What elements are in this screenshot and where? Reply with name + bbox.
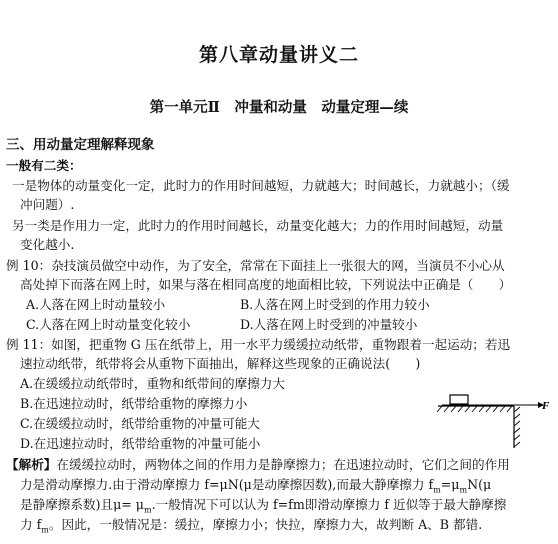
unit-subtitle: 第一单元Ⅱ 冲量和动量 动量定理—续 <box>149 99 409 116</box>
page-title: 第八章动量讲义二 <box>198 44 359 66</box>
analysis-text-4b: 。因此，一般情况是：缓拉，摩擦力小；快拉，摩擦力大，故判断 A、B 都错. <box>48 517 483 532</box>
analysis-text-2a: 力是滑动摩擦力.由于滑动摩擦力 f=μN(μ是动摩擦因数),而最大静摩擦力 f <box>20 477 434 492</box>
example-10-option-c: C.人落在网上时动量变化较小 <box>26 317 191 332</box>
analysis-tag: 【解析】 <box>6 457 57 472</box>
section-subheading: 一般有二类： <box>6 158 82 173</box>
analysis-text-3b: .一般情况下可以认为 f=fm即滑动摩擦力 f 近似等于最大静摩擦 <box>151 497 507 512</box>
analysis-sub-m-4: m <box>41 525 49 535</box>
force-label: F <box>542 400 550 412</box>
example-10-option-b: B.人落在网上时受到的作用力较小 <box>240 297 430 312</box>
example-10-option-a: A.人落在网上时动量较小 <box>26 297 166 312</box>
example-10-line-2: 高处掉下而落在网上时，如果与落在相同高度的地面相比较，下列说法中正确是（ ） <box>20 277 512 292</box>
example-11-option-a: A.在缓缓拉动纸带时，重物和纸带间的摩擦力大 <box>20 376 285 391</box>
paragraph-2-line-1: 另一类是作用力一定，此时力的作用时间越长，动量变化越大；力的作用时间越短，动量 <box>12 218 504 233</box>
table-hatching <box>437 406 512 412</box>
paper-strip-figure <box>434 388 552 450</box>
paragraph-1-line-1: 一是物体的动量变化一定，此时力的作用时间越短，力就越大；时间越长，力就越小；（缓 <box>12 178 510 193</box>
example-10-option-d: D.人落在网上时受到的冲量较小 <box>240 317 418 332</box>
table-edge-hatching <box>514 407 520 447</box>
analysis-text-2c: N(μ <box>467 477 492 492</box>
paragraph-2-line-2: 变化越小. <box>20 237 75 252</box>
analysis-sub-m-2: m <box>459 485 468 495</box>
analysis-line-1 <box>6 455 510 474</box>
analysis-text-4a: 力 f <box>20 517 42 532</box>
example-11-line-2: 速拉动纸带，纸带将会从重物下面抽出，解释这些现象的正确说法( ) <box>20 356 421 371</box>
weight-block <box>450 395 468 404</box>
analysis-line-4 <box>20 515 482 540</box>
section-heading: 三、用动量定理解释现象 <box>6 137 155 153</box>
analysis-sub-m-3: m <box>144 505 152 515</box>
example-11-option-b: B.在迅速拉动时，纸带给重物的摩擦力小 <box>20 396 248 411</box>
example-11-option-d: D.在迅速拉动时，纸带给重物的冲量可能小 <box>20 436 261 451</box>
example-11-option-c: C.在缓缓拉动时，纸带给重物的冲量可能大 <box>20 416 260 431</box>
analysis-sub-m-1: m <box>433 485 441 495</box>
paragraph-1-line-2: 冲问题）. <box>20 197 75 212</box>
analysis-text-2b: =μ <box>440 477 460 492</box>
example-10-line-1: 例 10：杂技演员做空中动作，为了安全，常常在下面挂上一张很大的网，当演员不小心从 <box>6 258 505 273</box>
analysis-text-1: 在缓缓拉动时，两物体之间的作用力是静摩擦力；在迅速拉动时，它们之间的作用 <box>56 457 510 472</box>
analysis-text-3a: 是静摩擦系数)且μ= μ <box>20 497 144 512</box>
example-11-line-1: 例 11：如图，把重物 G 压在纸带上，用一水平力缓缓拉动纸带，重物跟着一起运动；若迅 <box>6 337 511 352</box>
